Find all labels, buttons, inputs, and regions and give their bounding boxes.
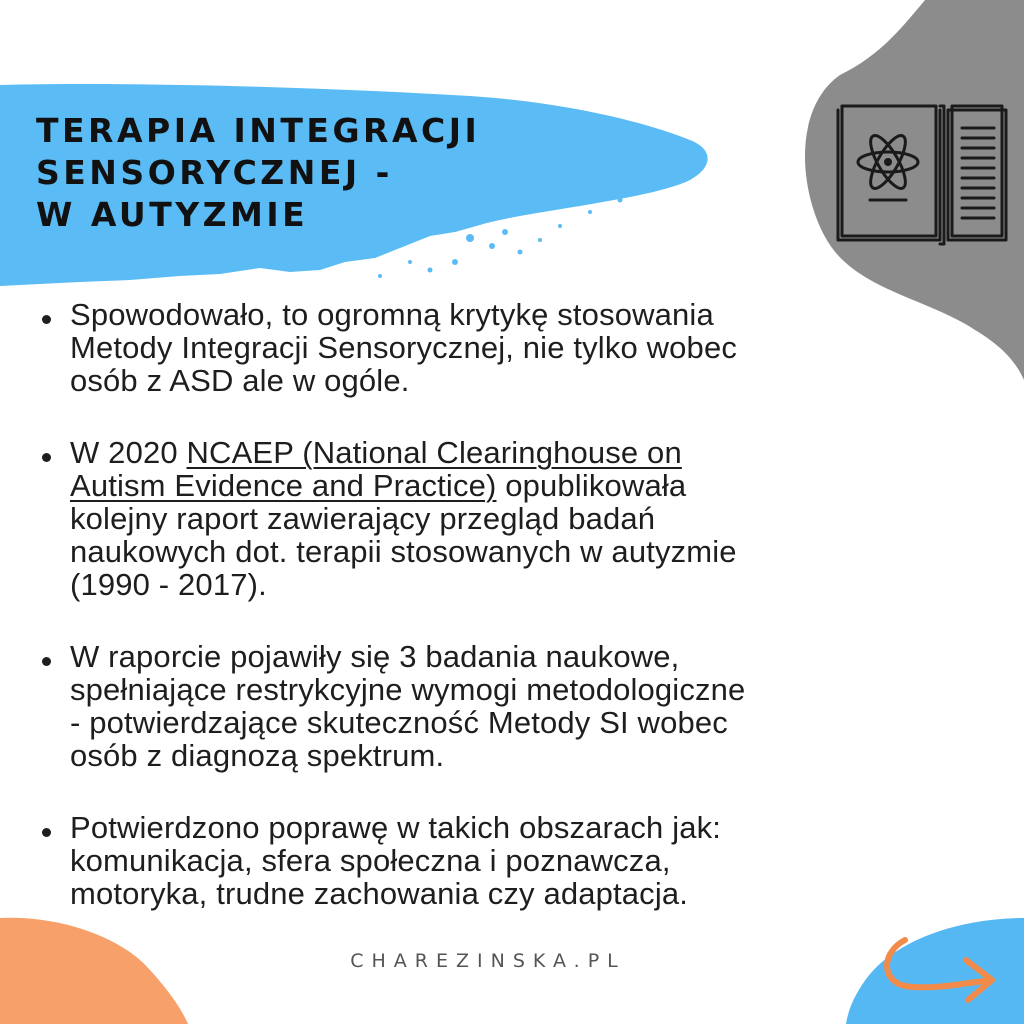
bullet-item (36, 436, 966, 601)
bullet-dot-icon (42, 315, 51, 324)
title-line: TERAPIA INTEGRACJI (36, 111, 481, 150)
page-title (36, 110, 480, 236)
bullet-line: osób z diagnozą spektrum. (70, 738, 445, 773)
footer-site-name: CHAREZINSKA.PL (350, 950, 626, 972)
bullet-line: Potwierdzono poprawę w takich obszarach jak: (70, 810, 722, 845)
bullet-line (70, 436, 966, 469)
bullet-line: osób z ASD ale w ogóle. (70, 363, 410, 398)
bullet-line: spełniające restrykcyjne wymogi metodologiczne (70, 672, 746, 707)
title-line: W AUTYZMIE (36, 195, 309, 234)
bullet-line: kolejny raport zawierający przegląd badań (70, 501, 656, 536)
title-line: SENSORYCZNEJ - (36, 153, 393, 192)
bullet-dot-icon (42, 453, 51, 462)
bullet-text: opublikowała (496, 468, 687, 503)
bullet-list (36, 298, 966, 949)
ncaep-link-continued[interactable]: Autism Evidence and Practice) (70, 468, 497, 503)
bullet-item (36, 298, 966, 397)
bullet-dot-icon (42, 828, 51, 837)
bullet-line (70, 469, 966, 502)
bullet-item (36, 640, 966, 772)
bullet-line: (1990 - 2017). (70, 567, 267, 602)
bullet-text: W 2020 (70, 435, 187, 470)
bullet-line: naukowych dot. terapii stosowanych w autyzmie (70, 534, 737, 569)
bullet-item (36, 811, 966, 910)
bullet-line: Metody Integracji Sensorycznej, nie tylko wobec (70, 330, 737, 365)
bullet-line: - potwierdzające skuteczność Metody SI wobec (70, 705, 728, 740)
bullet-line: komunikacja, sfera społeczna i poznawcza, (70, 843, 671, 878)
book-atom-icon (830, 100, 1010, 250)
ncaep-link[interactable]: NCAEP (National Clearinghouse on (186, 435, 682, 470)
bullet-line: Spowodowało, to ogromną krytykę stosowania (70, 297, 714, 332)
bullet-dot-icon (42, 657, 51, 666)
bullet-line: W raporcie pojawiły się 3 badania naukowe, (70, 639, 680, 674)
bullet-line: motoryka, trudne zachowania czy adaptacja. (70, 876, 689, 911)
